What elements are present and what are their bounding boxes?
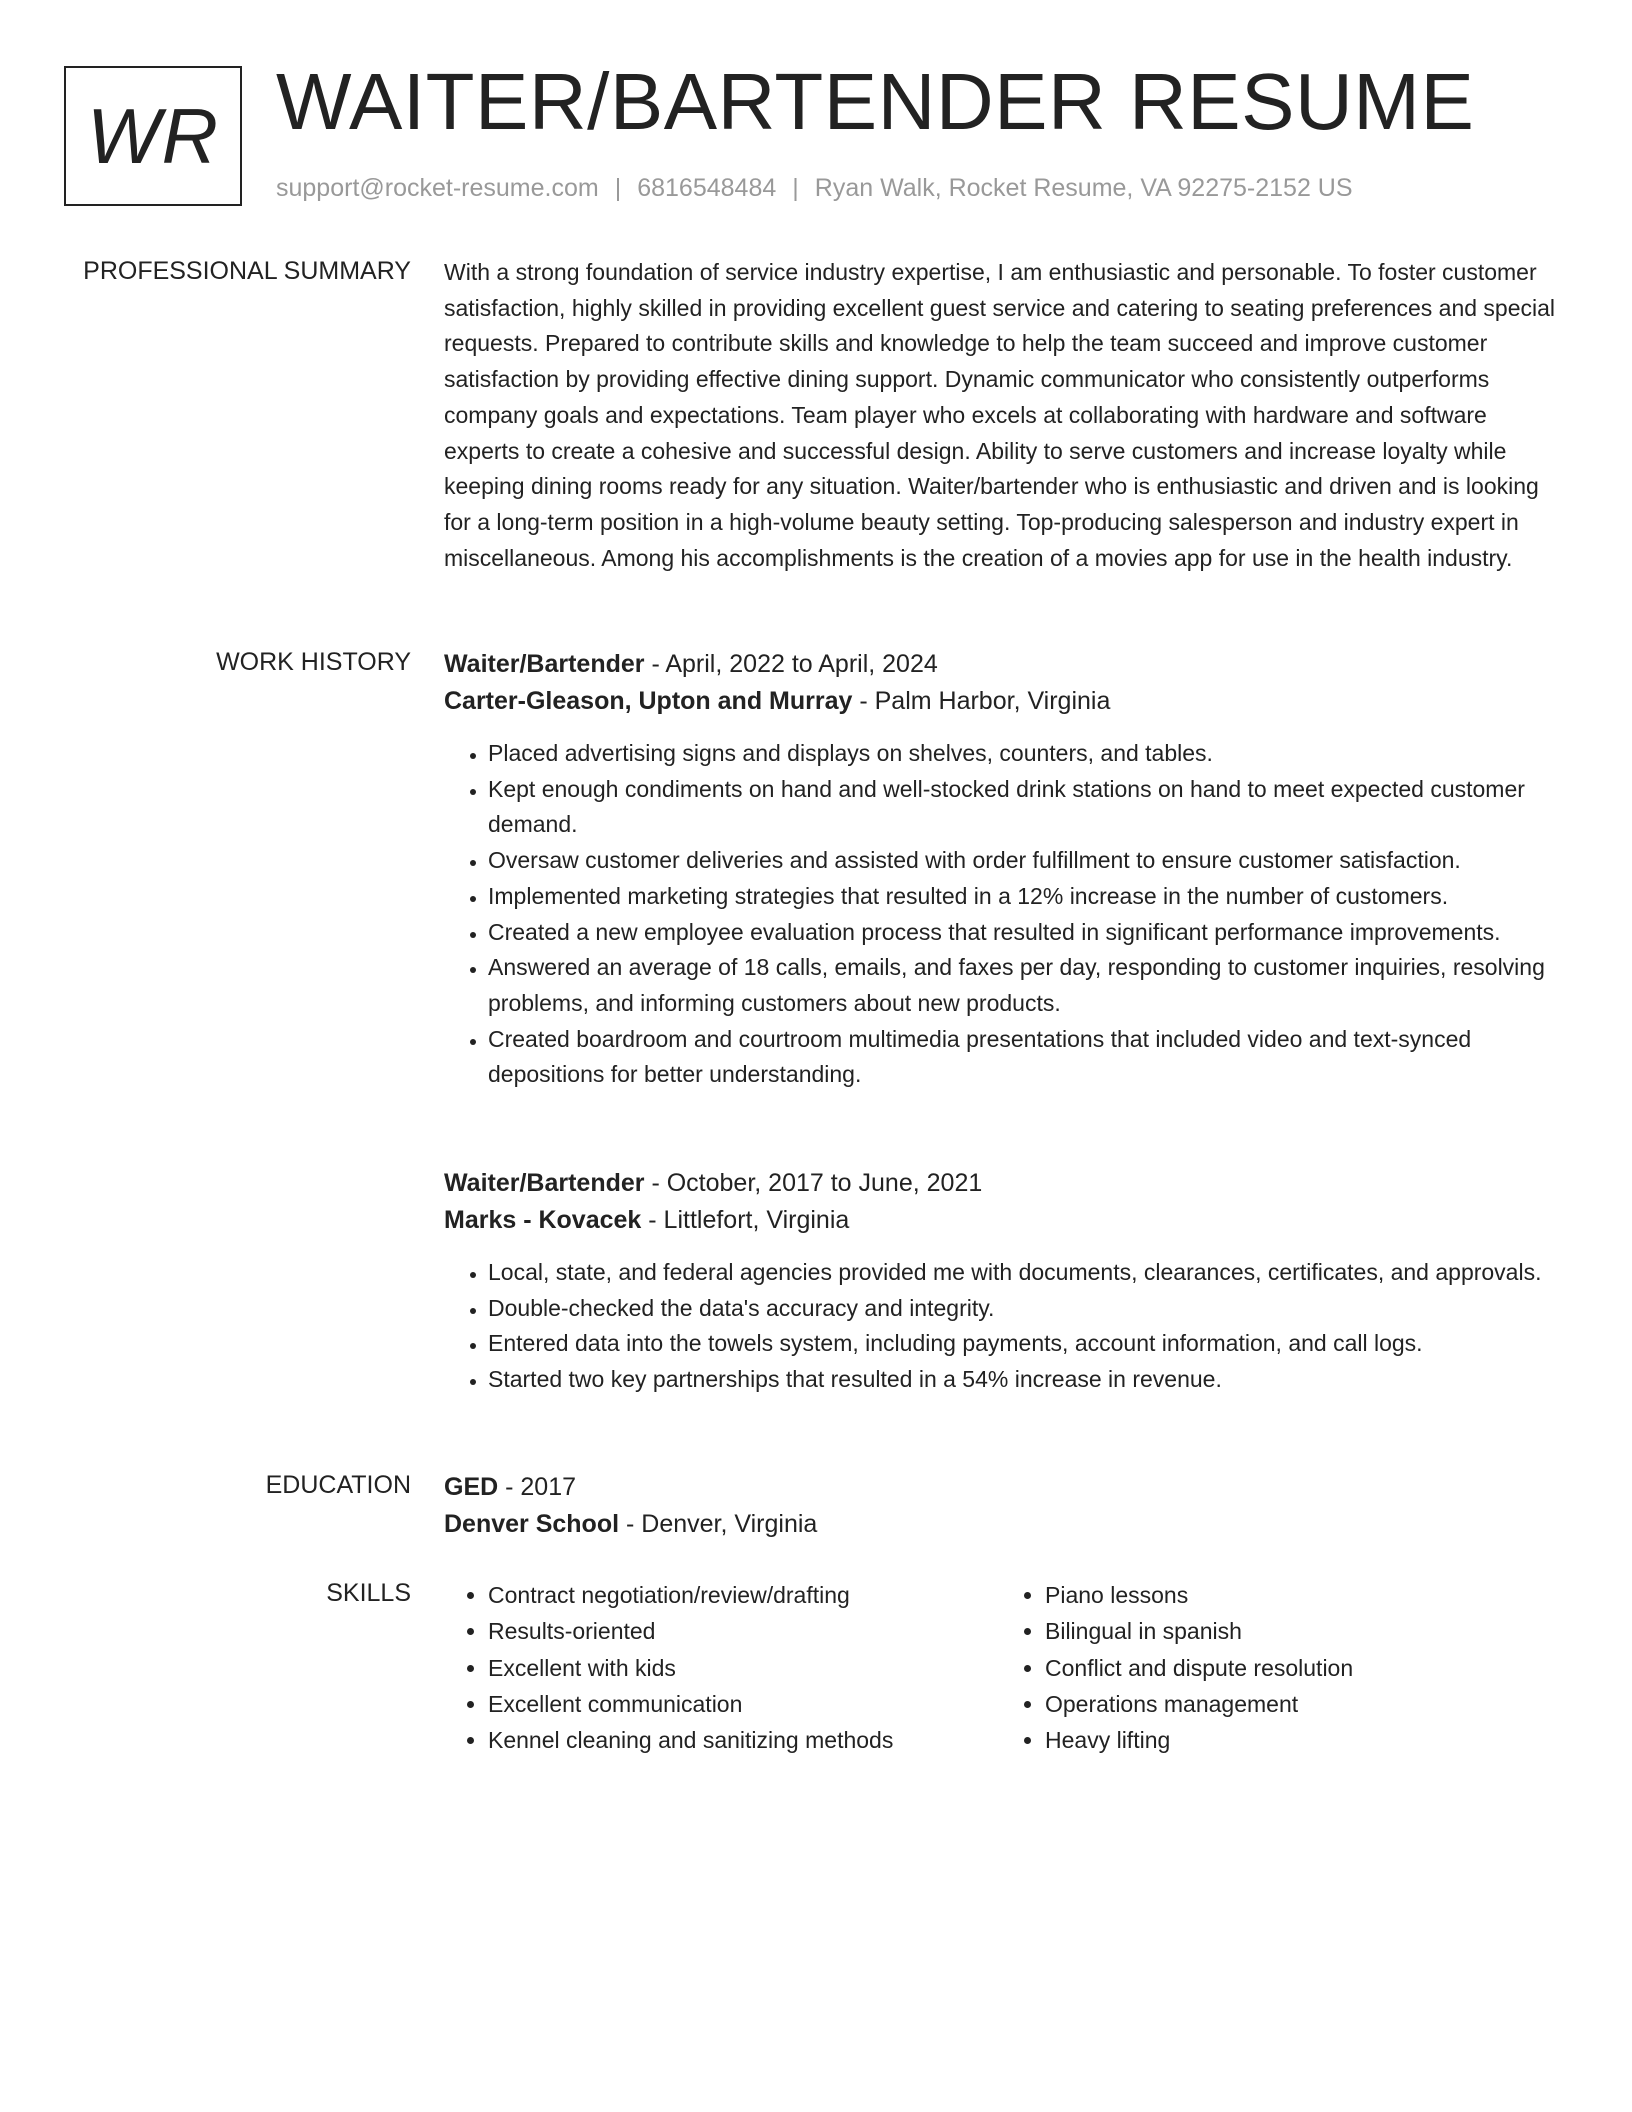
summary-section xyxy=(444,255,1558,576)
job-title: Waiter/Bartender xyxy=(444,1169,645,1197)
skill-item: • Excellent with kids xyxy=(488,1650,1001,1686)
education-entry xyxy=(444,1469,1558,1543)
skills-section xyxy=(444,1577,1558,1758)
skills-list-left xyxy=(444,1577,1001,1758)
skill-item: • Conflict and dispute resolution xyxy=(1045,1650,1558,1686)
skills-columns xyxy=(444,1577,1558,1758)
job-title-line xyxy=(444,1165,1558,1202)
education-year: - 2017 xyxy=(498,1473,577,1501)
job-company: Carter-Gleason, Upton and Murray xyxy=(444,687,853,715)
contact-email[interactable]: support@rocket-resume.com xyxy=(276,174,599,202)
section-label-education: EDUCATION xyxy=(265,1471,411,1499)
section-label-skills: SKILLS xyxy=(326,1579,411,1607)
list-item: • Kept enough condiments on hand and well-stocked drink stations on hand to meet expected customer demand. xyxy=(488,772,1558,843)
skill-item: • Operations management xyxy=(1045,1686,1558,1722)
summary-text: With a strong foundation of service industry expertise, I am enthusiastic and personable. To foster customer satisfaction, highly skilled in providing excellent guest service and catering to seating preferences and special requests. Prepared to contribute skills and knowledge to help the team succeed and improve customer satisfaction by providing effective dining support. Dynamic communicator who consistently outperforms company goals and expectations. Team player who excels at collaborating with hardware and software experts to create a cohesive and successful design. Ability to serve customers and increase loyalty while keeping dining rooms ready for any situation. Waiter/bartender who is enthusiastic and driven and is looking for a long-term position in a high-volume beauty setting. Top-producing salesperson and industry expert in miscellaneous. Among his accomplishments is the creation of a movies app for use in the health industry. xyxy=(444,259,1556,571)
job-bullets xyxy=(444,736,1558,1093)
job-entry xyxy=(444,1165,1558,1398)
monogram-initials: WR xyxy=(87,91,219,180)
section-label-summary: PROFESSIONAL SUMMARY xyxy=(83,257,411,285)
job-title: Waiter/Bartender xyxy=(444,650,645,678)
list-item: • Double-checked the data's accuracy and integrity. xyxy=(488,1291,1558,1327)
list-item: • Placed advertising signs and displays on shelves, counters, and tables. xyxy=(488,736,1558,772)
list-item: • Entered data into the towels system, including payments, account information, and call logs. xyxy=(488,1326,1558,1362)
contact-phone[interactable]: 6816548484 xyxy=(637,174,777,202)
contact-line xyxy=(276,174,1353,203)
skill-item: • Piano lessons xyxy=(1045,1577,1558,1613)
contact-address: Ryan Walk, Rocket Resume, VA 92275-2152 US xyxy=(814,174,1353,202)
skill-item: • Kennel cleaning and sanitizing methods xyxy=(488,1722,1001,1758)
skill-item: • Heavy lifting xyxy=(1045,1722,1558,1758)
education-school-line xyxy=(444,1506,1558,1543)
job-dates: - October, 2017 to June, 2021 xyxy=(644,1169,983,1197)
list-item: • Implemented marketing strategies that resulted in a 12% increase in the number of customers. xyxy=(488,879,1558,915)
job-entry xyxy=(444,646,1558,1093)
skill-item: • Contract negotiation/review/drafting xyxy=(488,1577,1001,1613)
list-item: • Started two key partnerships that resulted in a 54% increase in revenue. xyxy=(488,1362,1558,1398)
section-label-work-history: WORK HISTORY xyxy=(216,648,411,676)
skill-item: • Bilingual in spanish xyxy=(1045,1613,1558,1649)
skill-item: • Excellent communication xyxy=(488,1686,1001,1722)
job-bullets xyxy=(444,1255,1558,1398)
job-title-line xyxy=(444,646,1558,683)
resume-title: WAITER/BARTENDER RESUME xyxy=(276,57,1475,146)
education-location: - Denver, Virginia xyxy=(619,1510,818,1538)
list-item: • Local, state, and federal agencies provided me with documents, clearances, certificates, and approvals. xyxy=(488,1255,1558,1291)
list-item: • Answered an average of 18 calls, emails, and faxes per day, responding to customer inquiries, resolving problems, and informing customers about new products. xyxy=(488,950,1558,1021)
list-item: • Oversaw customer deliveries and assisted with order fulfillment to ensure customer satisfaction. xyxy=(488,843,1558,879)
job-location: - Palm Harbor, Virginia xyxy=(852,687,1111,715)
list-item: • Created boardroom and courtroom multimedia presentations that included video and text-synced depositions for better understanding. xyxy=(488,1022,1558,1093)
education-school: Denver School xyxy=(444,1510,620,1538)
job-company-line xyxy=(444,1202,1558,1239)
skill-item: • Results-oriented xyxy=(488,1613,1001,1649)
job-company: Marks - Kovacek xyxy=(444,1206,642,1234)
contact-separator: | xyxy=(792,174,799,202)
job-dates: - April, 2022 to April, 2024 xyxy=(644,650,938,678)
job-company-line xyxy=(444,683,1558,720)
job-location: - Littlefort, Virginia xyxy=(641,1206,850,1234)
education-degree-line xyxy=(444,1469,1558,1506)
monogram-box xyxy=(64,66,242,206)
skills-list-right xyxy=(1001,1577,1558,1758)
list-item: • Created a new employee evaluation process that resulted in significant performance improvements. xyxy=(488,915,1558,951)
contact-separator: | xyxy=(614,174,622,202)
education-degree: GED xyxy=(444,1473,499,1501)
